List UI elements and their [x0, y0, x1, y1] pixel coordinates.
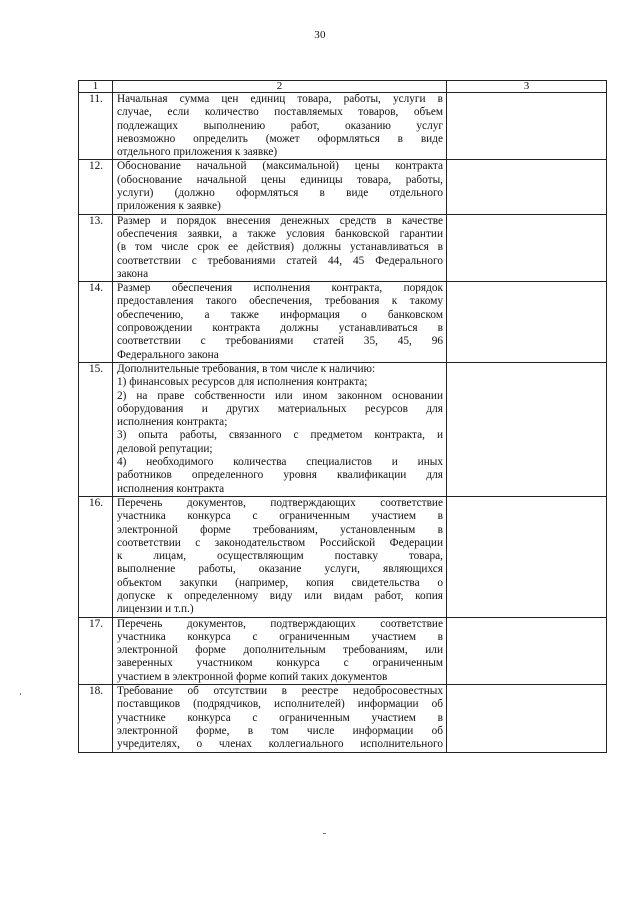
- description-line: Начальная сумма цен единиц товара, работы, услуги в: [117, 93, 443, 105]
- description-line: Размер и порядок внесения денежных средств в качестве: [117, 214, 443, 227]
- description-line: поставщиков (подрядчиков, исполнителей) информации об: [117, 698, 443, 711]
- description-line: Федерального закона: [117, 348, 219, 361]
- row-number: 12.: [79, 160, 113, 214]
- description-line: соответствии с законодательством Российской Федерации: [117, 536, 443, 549]
- description-line: исполнения контракта;: [117, 416, 228, 429]
- row-description: [113, 685, 447, 752]
- scan-mark: [20, 693, 21, 695]
- table-row: [79, 362, 607, 496]
- row-description: [113, 496, 447, 617]
- header-cell-description: 2: [113, 81, 447, 93]
- description-line: соответствии с требованиями статей 35, 45, 96: [117, 335, 443, 348]
- row-value-cell: [447, 160, 607, 214]
- table-row: [79, 214, 607, 281]
- description-line: предоставления такого обеспечения, требования к такому: [117, 295, 443, 308]
- row-number: 17.: [79, 617, 113, 684]
- table-row: [79, 93, 607, 160]
- table-row: [79, 282, 607, 363]
- description-line: 2) на праве собственности или ином законном основании: [117, 389, 443, 402]
- description-line: сопровождении контракта должны устанавливаться в: [117, 322, 443, 335]
- description-line: подлежащих выполнению работ, оказанию услуг: [117, 119, 443, 132]
- description-line: обеспечению, а также информация о банковском: [117, 308, 443, 321]
- row-value-cell: [447, 93, 607, 160]
- header-cell-number: 1: [79, 81, 113, 93]
- row-description: [113, 282, 447, 363]
- description-line: участника конкурса с ограниченным участием в: [117, 630, 443, 643]
- row-value-cell: [447, 617, 607, 684]
- header-cell-value: 3: [447, 81, 607, 93]
- row-number: 16.: [79, 496, 113, 617]
- row-value-cell: [447, 685, 607, 752]
- row-number: 11.: [79, 93, 113, 160]
- row-number: 18.: [79, 685, 113, 752]
- description-line: услуги) (должно оформляться в виде отдельного: [117, 187, 443, 200]
- row-number: 15.: [79, 362, 113, 496]
- description-line: приложения к заявке): [117, 200, 221, 213]
- description-line: Перечень документов, подтверждающих соответствие: [117, 496, 443, 509]
- description-line: участника конкурса с ограниченным участием в: [117, 510, 443, 523]
- row-description: [113, 160, 447, 214]
- description-line: 1) финансовых ресурсов для исполнения контракта;: [117, 376, 368, 389]
- table-row: [79, 685, 607, 752]
- description-line: (в том числе срок ее действия) должны устанавливаться в: [117, 241, 443, 254]
- description-line: выполнение работы, оказание услуги, являющихся: [117, 563, 443, 576]
- description-line: лицензии и т.п.): [117, 603, 194, 616]
- row-value-cell: [447, 496, 607, 617]
- description-line: участием в электронной форме копий таких документов: [117, 670, 388, 683]
- description-line: Размер обеспечения исполнения контракта, порядок: [117, 282, 443, 295]
- page-number: 30: [314, 29, 326, 41]
- row-description: [113, 617, 447, 684]
- description-line: отдельного приложения к заявке): [117, 146, 278, 159]
- scan-mark: [323, 833, 326, 834]
- description-line: оборудования и других материальных ресурсов для: [117, 402, 443, 415]
- description-line: Требование об отсутствии в реестре недобросовестных: [117, 685, 443, 698]
- description-line: объектом закупки (например, копия свидетельства о: [117, 576, 443, 589]
- description-line: (обоснование начальной цены единицы товара, работы,: [117, 173, 443, 186]
- description-line: 3) опыта работы, связанного с предметом контракта, и: [117, 429, 443, 442]
- row-value-cell: [447, 282, 607, 363]
- description-line: исполнения контракта: [117, 482, 225, 495]
- row-value-cell: [447, 362, 607, 496]
- table-body: [79, 81, 607, 753]
- description-line: соответствии с требованиями статей 44, 45 Федерального: [117, 254, 443, 267]
- description-line: заверенных участником конкурса с ограниченным: [117, 657, 443, 670]
- description-line: деловой репутации;: [117, 442, 213, 455]
- description-line: работников определенного уровня квалификации для: [117, 469, 443, 482]
- table-row: [79, 160, 607, 214]
- description-line: случае, если количество поставляемых товаров, объем: [117, 106, 443, 119]
- description-line: Дополнительные требования, в том числе к наличию:: [117, 362, 376, 375]
- description-line: электронной форме дополнительным требованиям, или: [117, 644, 443, 657]
- description-line: Перечень документов, подтверждающих соответствие: [117, 617, 443, 630]
- row-description: [113, 362, 447, 496]
- row-number: 14.: [79, 282, 113, 363]
- row-number: 13.: [79, 214, 113, 281]
- description-line: закона: [117, 267, 149, 280]
- description-line: электронной форме требованиям, установленным в: [117, 523, 443, 536]
- description-line: участнике конкурса с ограниченным участием в: [117, 711, 443, 724]
- description-line: допуске к определенному виду или видам работ, копия: [117, 589, 443, 602]
- description-line: электронной форме, в том числе информации об: [117, 724, 443, 737]
- row-value-cell: [447, 214, 607, 281]
- row-description: [113, 214, 447, 281]
- description-line: Обоснование начальной (максимальной) цены контракта: [117, 160, 443, 173]
- row-description: [113, 93, 447, 160]
- description-line: 4) необходимого количества специалистов и иных: [117, 456, 443, 469]
- table-row: [79, 617, 607, 684]
- description-line: невозможно определить (может оформляться в виде: [117, 132, 443, 145]
- description-line: учредителях, о членах коллегиального исполнительного: [117, 738, 443, 751]
- table-row: [79, 496, 607, 617]
- description-line: к лицам, осуществляющим поставку товара,: [117, 550, 443, 563]
- table-header-row: [79, 81, 607, 93]
- description-line: обеспечения заявки, а также условия банковской гарантии: [117, 227, 443, 240]
- requirements-table: [78, 80, 607, 753]
